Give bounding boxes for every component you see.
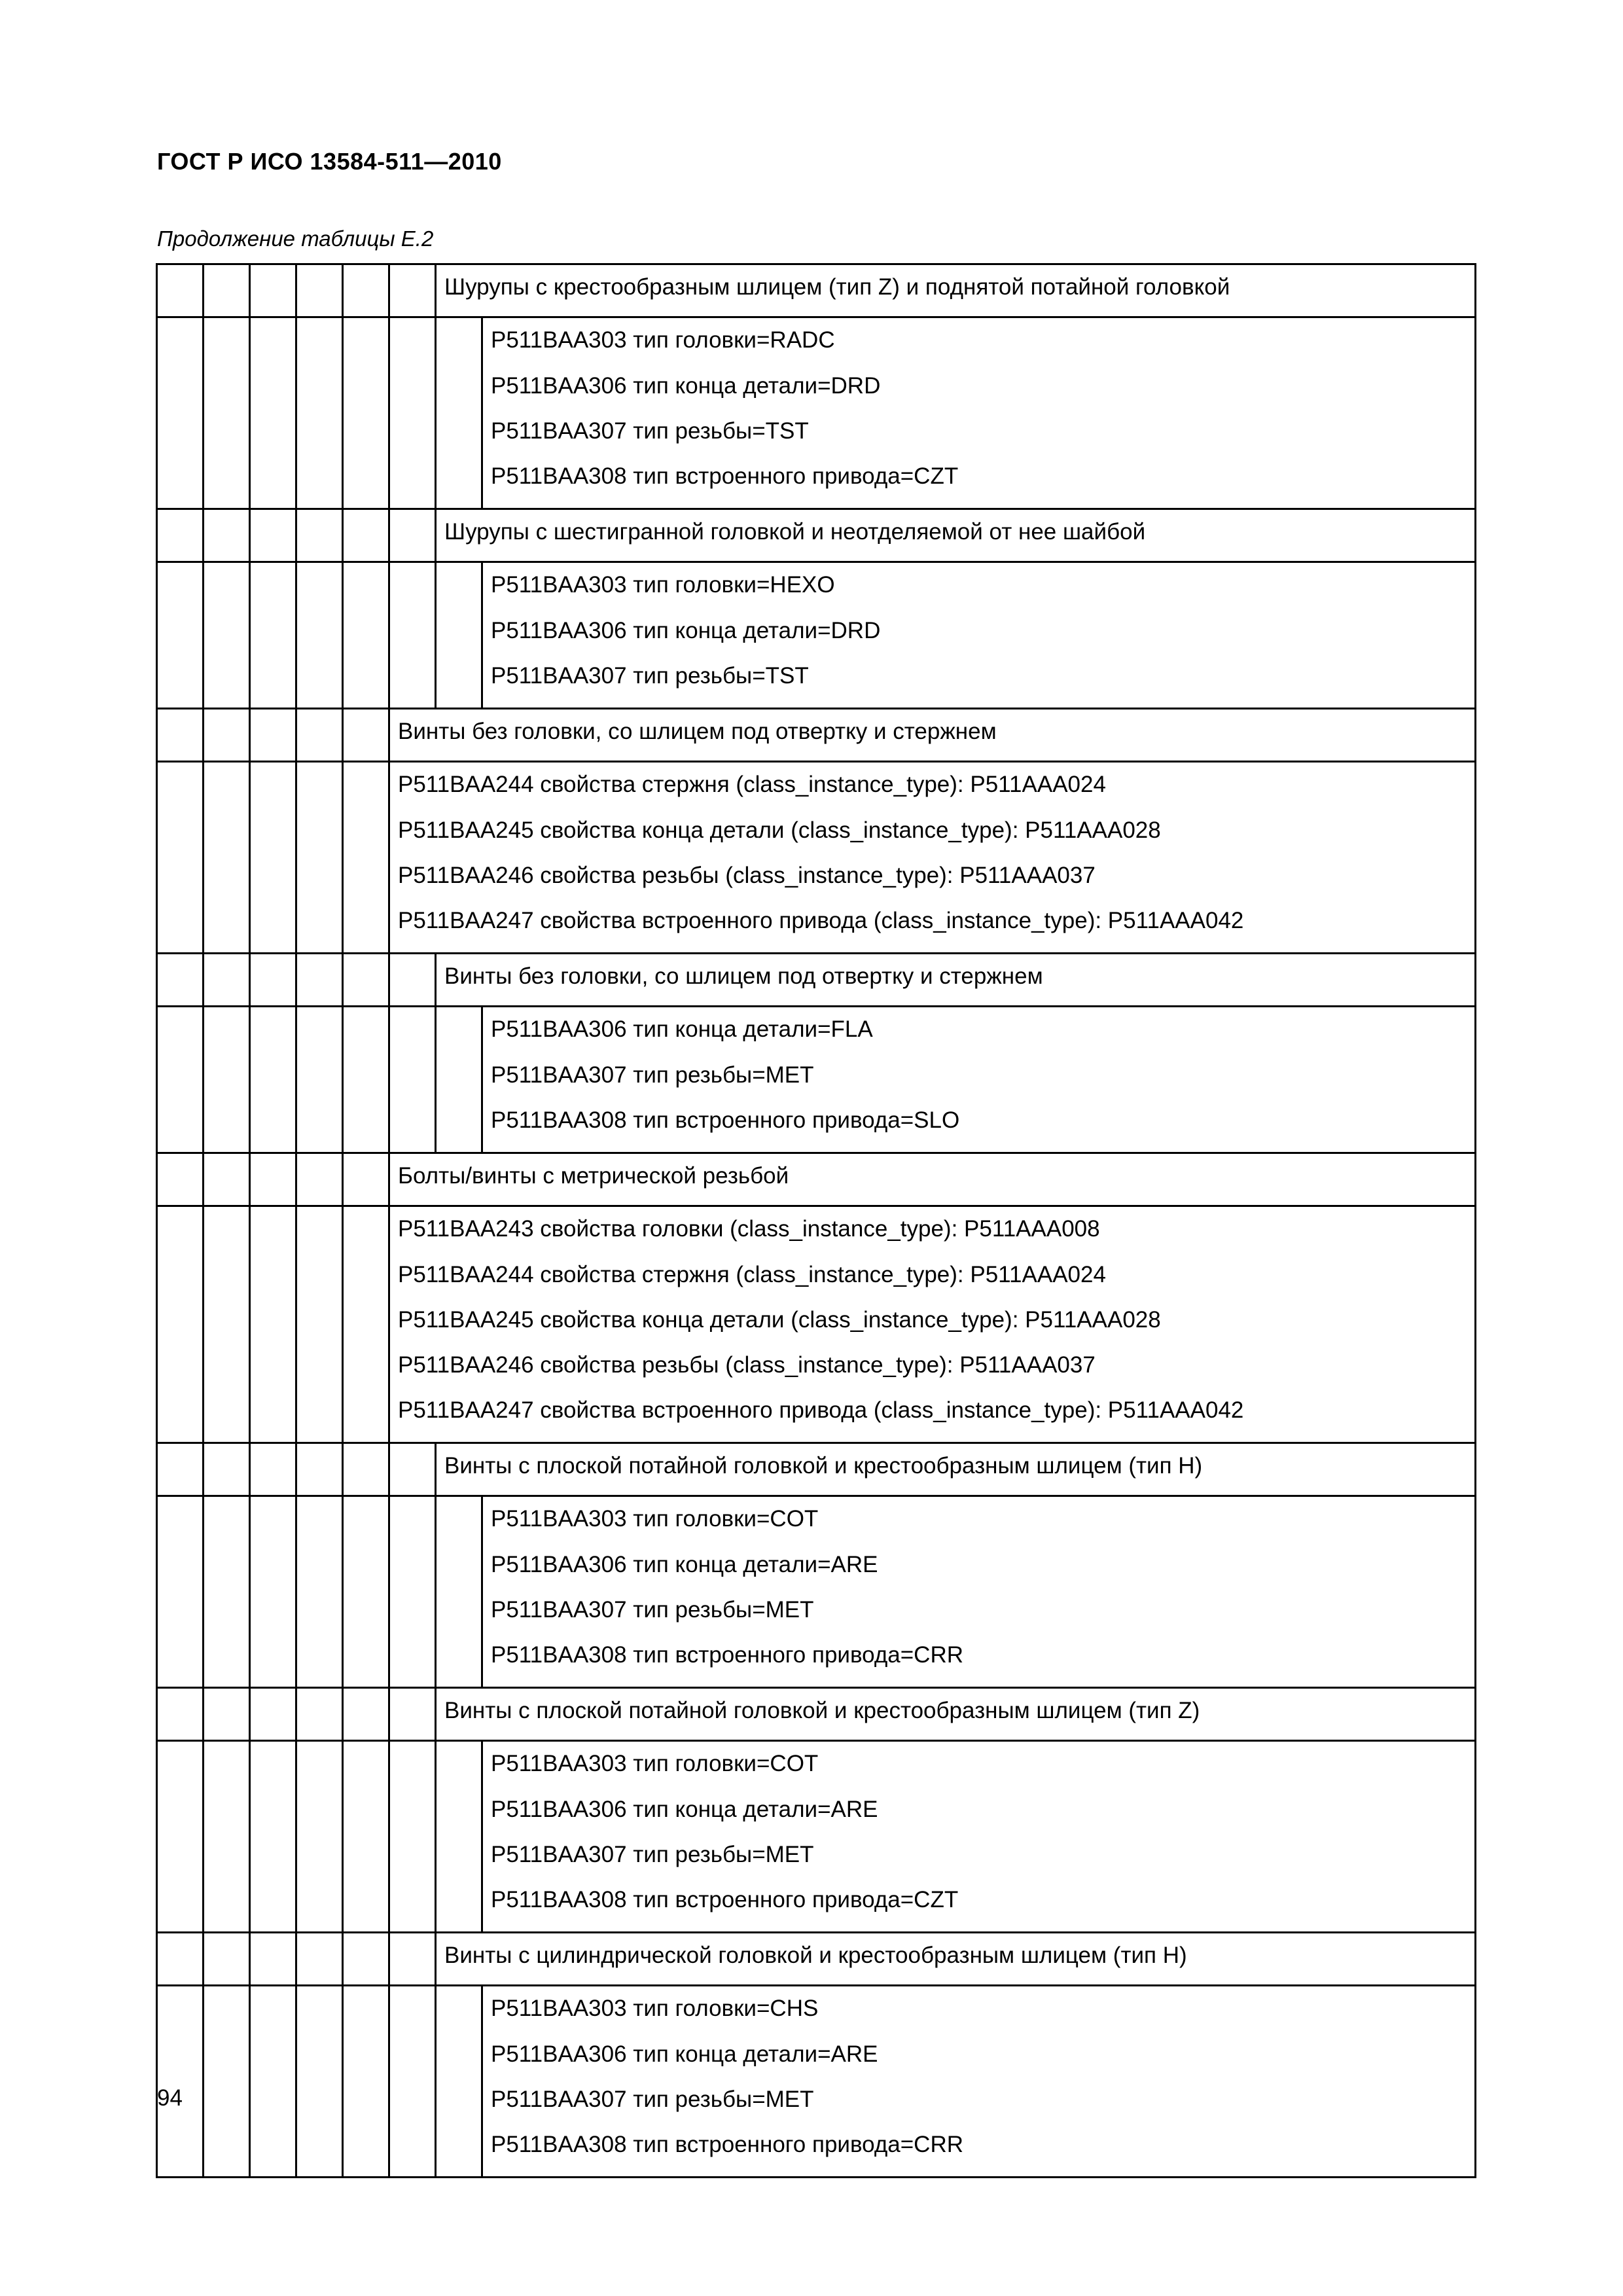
group-title: Винты с плоской потайной головкой и крестообразным шлицем (тип Z) bbox=[436, 1688, 1476, 1741]
property-line: P511BAA308 тип встроенного привода=CZT bbox=[491, 1887, 959, 1912]
property-line: P511BAA306 тип конца детали=ARE bbox=[491, 1552, 878, 1577]
hierarchy-level-cell bbox=[204, 562, 250, 709]
hierarchy-level-cell bbox=[157, 709, 204, 762]
hierarchy-level-cell bbox=[250, 1688, 296, 1741]
hierarchy-level-cell bbox=[157, 264, 204, 317]
hierarchy-level-cell bbox=[204, 709, 250, 762]
group-title: Винты без головки, со шлицем под отвертку и стержнем bbox=[436, 954, 1476, 1007]
hierarchy-level-cell bbox=[343, 709, 389, 762]
hierarchy-level-cell bbox=[296, 1153, 343, 1206]
hierarchy-level-cell bbox=[296, 709, 343, 762]
hierarchy-level-cell bbox=[296, 317, 343, 509]
hierarchy-level-cell bbox=[343, 562, 389, 709]
hierarchy-level-cell bbox=[343, 762, 389, 954]
table-group-header-row bbox=[157, 954, 1476, 1007]
property-line: P511BAA244 свойства стержня (class_instance_type): P511AAA024 bbox=[398, 1262, 1106, 1287]
property-list bbox=[482, 1496, 1476, 1688]
property-line: P511BAA306 тип конца детали=ARE bbox=[491, 2041, 878, 2067]
hierarchy-level-cell bbox=[343, 1986, 389, 2178]
group-title: Винты с цилиндрической головкой и крестообразным шлицем (тип H) bbox=[436, 1933, 1476, 1986]
property-line: P511BAA303 тип головки=HEXO bbox=[491, 572, 835, 598]
hierarchy-level-cell bbox=[204, 954, 250, 1007]
property-line: P511BAA245 свойства конца детали (class_instance_type): P511AAA028 bbox=[398, 817, 1161, 843]
hierarchy-level-cell bbox=[204, 1443, 250, 1496]
property-line: P511BAA307 тип резьбы=MET bbox=[491, 1062, 814, 1088]
hierarchy-level-cell bbox=[436, 1741, 482, 1933]
property-line: P511BAA307 тип резьбы=MET bbox=[491, 1842, 814, 1867]
hierarchy-level-cell bbox=[389, 1007, 436, 1153]
hierarchy-level-cell bbox=[296, 1007, 343, 1153]
property-line: P511BAA246 свойства резьбы (class_instance_type): P511AAA037 bbox=[398, 1352, 1096, 1378]
hierarchy-level-cell bbox=[343, 954, 389, 1007]
property-list bbox=[482, 317, 1476, 509]
hierarchy-level-cell bbox=[250, 1443, 296, 1496]
hierarchy-level-cell bbox=[157, 1933, 204, 1986]
hierarchy-level-cell bbox=[296, 509, 343, 562]
table-group-header-row bbox=[157, 1933, 1476, 1986]
table-group-header-row bbox=[157, 1153, 1476, 1206]
property-line: P511BAA247 свойства встроенного привода (class_instance_type): P511AAA042 bbox=[398, 908, 1244, 933]
hierarchy-level-cell bbox=[343, 1496, 389, 1688]
hierarchy-level-cell bbox=[436, 1007, 482, 1153]
hierarchy-level-cell bbox=[343, 1153, 389, 1206]
hierarchy-level-cell bbox=[250, 509, 296, 562]
hierarchy-level-cell bbox=[389, 1933, 436, 1986]
hierarchy-level-cell bbox=[157, 1986, 204, 2178]
property-line: P511BAA303 тип головки=CHS bbox=[491, 1996, 819, 2021]
table-group-header-row bbox=[157, 264, 1476, 317]
property-line: P511BAA245 свойства конца детали (class_instance_type): P511AAA028 bbox=[398, 1307, 1161, 1333]
hierarchy-level-cell bbox=[296, 762, 343, 954]
hierarchy-level-cell bbox=[250, 762, 296, 954]
property-line: P511BAA308 тип встроенного привода=SLO bbox=[491, 1107, 960, 1133]
table-property-row bbox=[157, 1986, 1476, 2178]
property-line: P511BAA308 тип встроенного привода=CZT bbox=[491, 463, 959, 489]
hierarchy-level-cell bbox=[204, 264, 250, 317]
hierarchy-level-cell bbox=[296, 1496, 343, 1688]
hierarchy-level-cell bbox=[204, 762, 250, 954]
property-line: P511BAA247 свойства встроенного привода (class_instance_type): P511AAA042 bbox=[398, 1397, 1244, 1423]
property-line: P511BAA243 свойства головки (class_instance_type): P511AAA008 bbox=[398, 1216, 1100, 1242]
hierarchy-level-cell bbox=[157, 1688, 204, 1741]
hierarchy-level-cell bbox=[204, 1933, 250, 1986]
property-line: P511BAA246 свойства резьбы (class_instance_type): P511AAA037 bbox=[398, 863, 1096, 888]
property-line: P511BAA303 тип головки=RADC bbox=[491, 327, 835, 353]
hierarchy-level-cell bbox=[204, 1496, 250, 1688]
table-group-header-row bbox=[157, 709, 1476, 762]
hierarchy-level-cell bbox=[204, 317, 250, 509]
hierarchy-level-cell bbox=[250, 1496, 296, 1688]
hierarchy-level-cell bbox=[296, 1443, 343, 1496]
property-list bbox=[482, 562, 1476, 709]
hierarchy-level-cell bbox=[157, 1153, 204, 1206]
table-property-row bbox=[157, 562, 1476, 709]
hierarchy-level-cell bbox=[157, 762, 204, 954]
hierarchy-level-cell bbox=[343, 317, 389, 509]
hierarchy-level-cell bbox=[296, 954, 343, 1007]
hierarchy-level-cell bbox=[204, 1688, 250, 1741]
classification-table bbox=[156, 263, 1476, 2178]
property-list bbox=[389, 762, 1476, 954]
table-property-row bbox=[157, 1007, 1476, 1153]
hierarchy-level-cell bbox=[343, 1688, 389, 1741]
hierarchy-level-cell bbox=[157, 562, 204, 709]
hierarchy-level-cell bbox=[250, 1986, 296, 2178]
table-property-row bbox=[157, 1496, 1476, 1688]
hierarchy-level-cell bbox=[389, 954, 436, 1007]
hierarchy-level-cell bbox=[436, 1986, 482, 2178]
group-title: Шурупы с крестообразным шлицем (тип Z) и поднятой потайной головкой bbox=[436, 264, 1476, 317]
hierarchy-level-cell bbox=[250, 317, 296, 509]
table-property-row bbox=[157, 1741, 1476, 1933]
property-line: P511BAA307 тип резьбы=TST bbox=[491, 418, 809, 444]
hierarchy-level-cell bbox=[389, 1443, 436, 1496]
property-list bbox=[482, 1741, 1476, 1933]
hierarchy-level-cell bbox=[343, 1933, 389, 1986]
hierarchy-level-cell bbox=[389, 317, 436, 509]
hierarchy-level-cell bbox=[296, 1986, 343, 2178]
hierarchy-level-cell bbox=[296, 1688, 343, 1741]
property-line: P511BAA307 тип резьбы=MET bbox=[491, 1597, 814, 1623]
hierarchy-level-cell bbox=[296, 562, 343, 709]
property-list bbox=[482, 1986, 1476, 2178]
property-line: P511BAA303 тип головки=COT bbox=[491, 1751, 819, 1776]
hierarchy-level-cell bbox=[389, 562, 436, 709]
hierarchy-level-cell bbox=[389, 1496, 436, 1688]
property-line: P511BAA303 тип головки=COT bbox=[491, 1506, 819, 1532]
property-line: P511BAA306 тип конца детали=DRD bbox=[491, 618, 881, 643]
hierarchy-level-cell bbox=[436, 317, 482, 509]
hierarchy-level-cell bbox=[343, 1741, 389, 1933]
property-list bbox=[389, 1206, 1476, 1443]
hierarchy-level-cell bbox=[250, 1153, 296, 1206]
hierarchy-level-cell bbox=[250, 709, 296, 762]
hierarchy-level-cell bbox=[343, 1007, 389, 1153]
table-caption: Продолжение таблицы Е.2 bbox=[157, 226, 434, 251]
hierarchy-level-cell bbox=[250, 1741, 296, 1933]
hierarchy-level-cell bbox=[343, 1206, 389, 1443]
property-list bbox=[482, 1007, 1476, 1153]
table-group-header-row bbox=[157, 1443, 1476, 1496]
hierarchy-level-cell bbox=[204, 1741, 250, 1933]
property-line: P511BAA306 тип конца детали=FLA bbox=[491, 1016, 873, 1042]
property-line: P511BAA308 тип встроенного привода=CRR bbox=[491, 2132, 964, 2157]
group-title: Шурупы с шестигранной головкой и неотделяемой от нее шайбой bbox=[436, 509, 1476, 562]
table-property-row bbox=[157, 1206, 1476, 1443]
hierarchy-level-cell bbox=[250, 1007, 296, 1153]
hierarchy-level-cell bbox=[157, 1206, 204, 1443]
hierarchy-level-cell bbox=[389, 509, 436, 562]
hierarchy-level-cell bbox=[296, 1933, 343, 1986]
group-title: Болты/винты с метрической резьбой bbox=[389, 1153, 1476, 1206]
hierarchy-level-cell bbox=[204, 1007, 250, 1153]
group-title: Винты без головки, со шлицем под отвертку и стержнем bbox=[389, 709, 1476, 762]
table-property-row bbox=[157, 317, 1476, 509]
property-line: P511BAA306 тип конца детали=DRD bbox=[491, 373, 881, 399]
property-line: P511BAA244 свойства стержня (class_instance_type): P511AAA024 bbox=[398, 772, 1106, 797]
table-group-header-row bbox=[157, 509, 1476, 562]
hierarchy-level-cell bbox=[250, 1933, 296, 1986]
hierarchy-level-cell bbox=[389, 1741, 436, 1933]
hierarchy-level-cell bbox=[389, 264, 436, 317]
page-number: 94 bbox=[157, 2085, 183, 2111]
table-property-row bbox=[157, 762, 1476, 954]
hierarchy-level-cell bbox=[204, 1153, 250, 1206]
hierarchy-level-cell bbox=[157, 1741, 204, 1933]
property-line: P511BAA308 тип встроенного привода=CRR bbox=[491, 1642, 964, 1668]
hierarchy-level-cell bbox=[296, 264, 343, 317]
hierarchy-level-cell bbox=[389, 1688, 436, 1741]
hierarchy-level-cell bbox=[389, 1986, 436, 2178]
hierarchy-level-cell bbox=[250, 1206, 296, 1443]
hierarchy-level-cell bbox=[436, 562, 482, 709]
hierarchy-level-cell bbox=[157, 1443, 204, 1496]
hierarchy-level-cell bbox=[343, 509, 389, 562]
table-group-header-row bbox=[157, 1688, 1476, 1741]
hierarchy-level-cell bbox=[157, 954, 204, 1007]
hierarchy-level-cell bbox=[343, 264, 389, 317]
hierarchy-level-cell bbox=[157, 1496, 204, 1688]
hierarchy-level-cell bbox=[250, 562, 296, 709]
hierarchy-level-cell bbox=[250, 954, 296, 1007]
hierarchy-level-cell bbox=[296, 1741, 343, 1933]
group-title: Винты с плоской потайной головкой и крестообразным шлицем (тип H) bbox=[436, 1443, 1476, 1496]
property-line: P511BAA307 тип резьбы=MET bbox=[491, 2087, 814, 2112]
property-line: P511BAA307 тип резьбы=TST bbox=[491, 663, 809, 689]
property-line: P511BAA306 тип конца детали=ARE bbox=[491, 1797, 878, 1822]
hierarchy-level-cell bbox=[204, 509, 250, 562]
hierarchy-level-cell bbox=[436, 1496, 482, 1688]
hierarchy-level-cell bbox=[343, 1443, 389, 1496]
hierarchy-level-cell bbox=[157, 317, 204, 509]
document-header: ГОСТ Р ИСО 13584-511—2010 bbox=[157, 148, 502, 175]
hierarchy-level-cell bbox=[296, 1206, 343, 1443]
hierarchy-level-cell bbox=[204, 1206, 250, 1443]
hierarchy-level-cell bbox=[157, 1007, 204, 1153]
hierarchy-level-cell bbox=[157, 509, 204, 562]
hierarchy-level-cell bbox=[204, 1986, 250, 2178]
hierarchy-level-cell bbox=[250, 264, 296, 317]
